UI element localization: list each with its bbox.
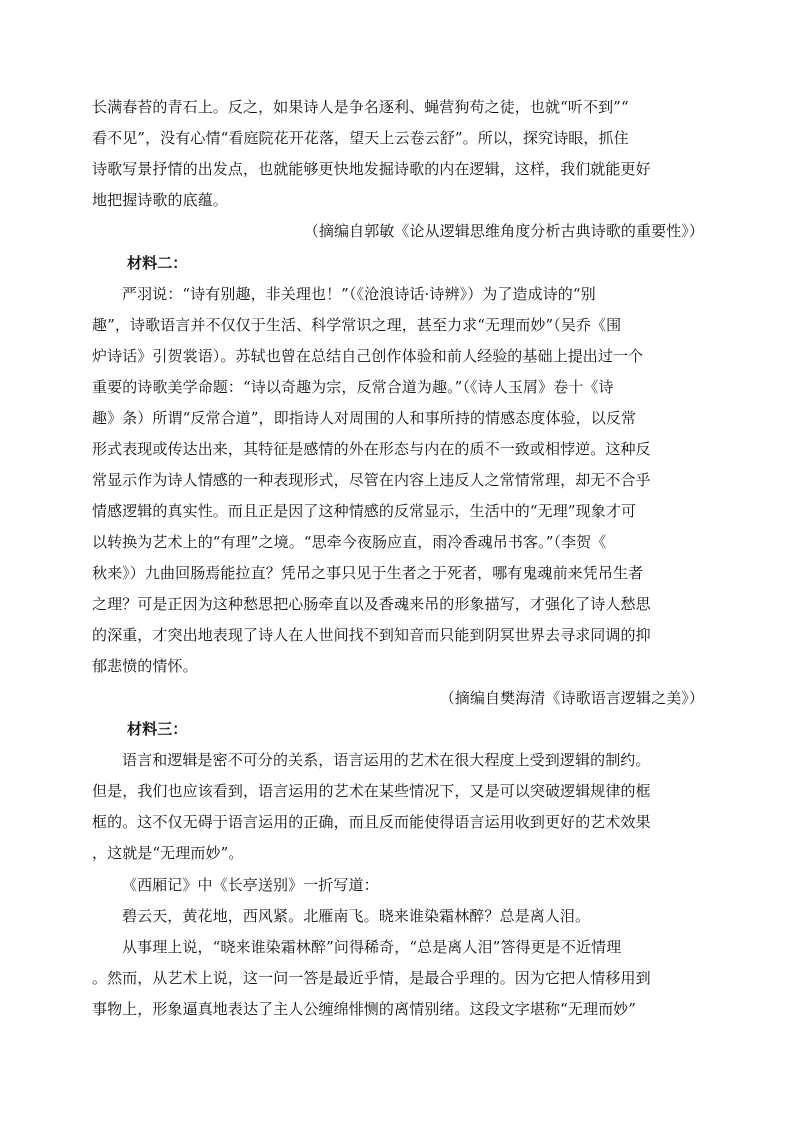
text-line: 但是，我们也应该看到，语言运用的艺术在某些情况下，又是可以突破逻辑规律的框 (92, 782, 651, 800)
text-line: 常显示作为诗人情感的一种表现形式，尽管在内容上违反人之常情常理，却无不合乎 (92, 471, 651, 489)
text-line: 诗歌写景抒情的出发点，也就能够更快地发掘诗歌的内在逻辑，这样，我们就能更好 (92, 160, 651, 178)
text-line: 地把握诗歌的底蕴。 (92, 191, 228, 209)
text-line: 框的。这不仅无碍于语言运用的正确，而且反而能使得语言运用收到更好的艺术效果 (92, 813, 651, 831)
text-line: ，这就是“无理而妙”。 (92, 844, 244, 862)
text-line: 以转换为艺术上的“有理”之境。“思牵今夜肠应直，雨冷香魂吊书客。”（李贺《 (92, 533, 607, 551)
text-line: 长满春苔的青石上。反之，如果诗人是争名逐利、蝇营狗苟之徒，也就“听不到”“ (92, 98, 629, 116)
text-line: 看不见”，没有心情“看庭院花开花落，望天上云卷云舒”。所以，探究诗眼，抓住 (92, 129, 629, 147)
text-line: 形式表现或传达出来，其特征是感情的外在形态与内在的质不一致或相悖逆。这种反 (92, 440, 651, 458)
section-heading: 材料二： (127, 254, 188, 272)
text-line: 。然而，从艺术上说，这一问一答是最近乎情，是最合乎理的。因为它把人情移用到 (92, 969, 651, 987)
source-citation: （摘编自樊海清《诗歌语言逻辑之美》） (439, 689, 704, 707)
source-citation: （摘编自郭敏《论从逻辑思维角度分析古典诗歌的重要性》） (303, 222, 704, 240)
text-line: 之理？可是正因为这种愁思把心肠牵直以及香魂来吊的形象描写，才强化了诗人愁思 (92, 595, 651, 613)
text-line: 郁悲愤的情怀。 (92, 657, 198, 675)
text-line: 《西厢记》中《长亭送别》一折写道： (122, 876, 379, 894)
text-line: 语言和逻辑是密不可分的关系，语言运用的艺术在很大程度上受到逻辑的制约。 (122, 751, 651, 769)
text-line: 严羽说：“诗有别趣，非关理也！”（《沧浪诗话·诗辨》）为了造成诗的“别 (122, 285, 596, 303)
text-line: 从事理上说，“晓来谁染霜林醉”问得稀奇，“总是离人泪”答得更是不近情理 (122, 938, 622, 956)
text-line: 事物上，形象逼真地表达了主人公缠绵悱恻的离情别绪。这段文字堪称“无理而妙” (92, 1000, 637, 1018)
text-line: 秋来》）九曲回肠焉能拉直？凭吊之事只见于生者之于死者，哪有鬼魂前来凭吊生者 (92, 564, 644, 582)
text-line: 的深重，才突出地表现了诗人在人世间找不到知音而只能到阴冥世界去寻求同调的抑 (92, 626, 651, 644)
text-line: 碧云天，黄花地，西风紧。北雁南飞。晓来谁染霜林醉？总是离人泪。 (122, 907, 591, 925)
text-line: 炉诗话》引贺裳语）。苏轼也曾在总结自己创作体验和前人经验的基础上提出过一个 (92, 347, 644, 365)
section-heading: 材料三： (127, 720, 188, 738)
text-line: 情感逻辑的真实性。而且正是因了这种情感的反常显示，生活中的“无理”现象才可 (92, 502, 637, 520)
text-line: 重要的诗歌美学命题：“诗以奇趣为宗，反常合道为趣。”（《诗人玉屑》卷十《诗 (92, 378, 614, 396)
text-line: 趣》条）所谓“反常合道”，即指诗人对周围的人和事所持的情感态度体验，以反常 (92, 409, 637, 427)
text-line: 趣”，诗歌语言并不仅仅于生活、科学常识之理，甚至力求“无理而妙”（吴乔《围 (92, 316, 622, 334)
